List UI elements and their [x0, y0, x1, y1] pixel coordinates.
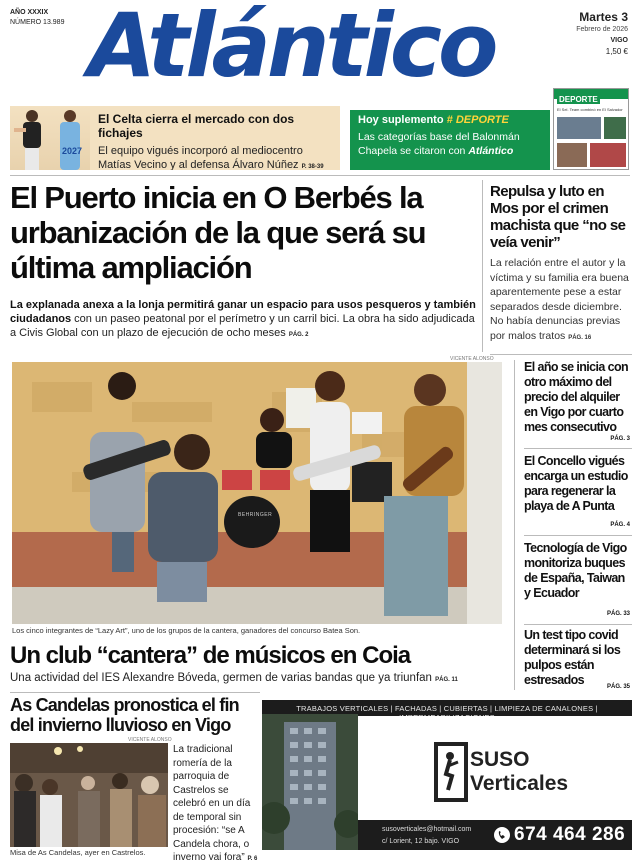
brief-page: PÁG. 33: [606, 611, 630, 617]
thumb-subtitle: El Sel. Team combinó en El Salvador: [557, 107, 623, 112]
deporte-supplement-thumbnail[interactable]: [553, 88, 629, 170]
main-deck: [10, 298, 480, 342]
candelas-photo-credit: VICENTE ALONSO: [128, 737, 172, 743]
ad-email[interactable]: susoverticales@hotmail.com: [382, 826, 472, 833]
main-headline[interactable]: El Puerto inicia en O Berbés la urbanización de la que será su última ampliación: [10, 180, 426, 285]
divider: [524, 624, 632, 625]
club-headline[interactable]: Un club “cantera” de músicos en Coia: [10, 642, 411, 669]
deporte-lead: Hoy suplemento: [358, 114, 444, 126]
celta-page: P. 38-39: [301, 164, 324, 170]
club-page: PÁG. 11: [435, 677, 458, 683]
celta-text: [98, 112, 338, 170]
photo-caption: Los cinco integrantes de “Lazy Art”, uno de los grupos de la cantera, ganadores del concurso Batea Son.: [12, 626, 361, 635]
promo-deporte[interactable]: [350, 110, 550, 170]
thumb-photo-2: [604, 117, 626, 139]
candelas-caption: Misa de As Candelas, ayer en Castrelos.: [10, 848, 146, 857]
brief-headline[interactable]: El año se inicia con otro máximo del precio del alquiler en Vigo por cuarto mes consecutivo: [524, 360, 629, 434]
brief-page: PÁG. 35: [606, 684, 630, 690]
brief-headline[interactable]: Un test tipo covid determinará si los pulpos están estresados: [524, 628, 621, 687]
divider: [10, 175, 630, 176]
edition-date-block: [576, 10, 628, 57]
edition-number: NÚMERO 13.989: [10, 19, 65, 26]
side-headline[interactable]: Repulsa y luto en Mos por el crimen machista que “no se veía venir”: [490, 183, 626, 251]
celta-body-text: El equipo vigués incorporó al mediocentro Matías Vecino y al defensa Álvaro Núñez: [98, 145, 303, 170]
thumb-photo-1: [557, 117, 601, 139]
thumb-title: DEPORTE: [559, 95, 598, 104]
thumb-photo-3: [557, 143, 587, 167]
band-photo[interactable]: [12, 362, 502, 624]
ad-address: c/ Lorient, 12 bajo. VIGO: [382, 838, 460, 845]
side-page: PÁG. 16: [568, 334, 592, 341]
promo-celta[interactable]: [10, 106, 340, 170]
celta-players-photo: [10, 106, 90, 170]
edition-city: VIGO: [610, 37, 628, 44]
candelas-page: P. 6: [247, 856, 258, 861]
divider: [524, 448, 632, 449]
ad-brand-verticales: Verticales: [470, 772, 569, 795]
candelas-body-text: La tradicional romería de la parroquia de Castrelos se celebró en un día de temporal sin procesión: “se A Candela chora, o inverno vai fora”: [173, 744, 251, 861]
ad-brand-suso: SUSO: [470, 748, 530, 771]
club-deck-text: Una actividad del IES Alexandre Bóveda, germen de varias bandas que ya triunfan: [10, 672, 432, 684]
edition-day: Martes 3: [579, 10, 628, 24]
candelas-body: [173, 743, 261, 861]
side-body: [490, 256, 630, 345]
jersey-number: 2027: [62, 146, 83, 156]
drum-brand: BEHRINGER: [238, 512, 273, 518]
brief-headline[interactable]: Tecnología de Vigo monitoriza buques de España, Taiwan y Ecuador: [524, 541, 627, 600]
celta-body: [98, 144, 338, 170]
ad-building-image: [262, 714, 358, 850]
divider: [524, 535, 632, 536]
edition-year: AÑO XXXIX: [10, 9, 49, 16]
deporte-hash-icon: #: [446, 114, 453, 126]
main-deck-bold: La explanada anexa a la lonja permitirá ganar un espacio para usos pesqueros y también ciudadanos: [10, 299, 476, 325]
photo-credit: VICENTE ALONSO: [450, 356, 494, 362]
brief-headline[interactable]: El Concello vigués encarga un estudio para regenerar la playa de A Punta: [524, 454, 628, 513]
edition-info: [10, 8, 64, 28]
main-page: PÁG. 2: [288, 332, 309, 338]
candelas-photo[interactable]: [10, 743, 168, 847]
deporte-brand-inline: Atlántico: [468, 145, 514, 157]
divider: [10, 692, 260, 693]
divider: [514, 360, 515, 690]
deporte-brand: DEPORTE: [455, 114, 509, 126]
candelas-headline[interactable]: As Candelas pronostica el fin del invierno lluvioso en Vigo: [10, 695, 239, 735]
club-deck: [10, 672, 510, 684]
ad-services: TRABAJOS VERTICALES | FACHADAS | CUBIERTAS | LIMPIEZA DE CANALONES |: [296, 704, 598, 713]
edition-price: 1,50 €: [605, 47, 628, 56]
newspaper-logo[interactable]: Atlántico: [88, 0, 495, 97]
edition-date: Febrero de 2026: [576, 26, 628, 33]
divider: [482, 180, 483, 352]
deporte-body-text: Las categorías base del Balonmán Chapela se citaron con: [358, 131, 520, 157]
phone-icon: [494, 827, 510, 843]
side-body-text: La relación entre el autor y la víctima y su familia era buena aparentemente pese a estar separados desde diciembre. No había denuncias previas por malos tratos: [490, 257, 629, 342]
brief-page: PÁG. 4: [610, 522, 630, 528]
ad-phone[interactable]: 674 464 286: [514, 824, 626, 845]
brief-page: PÁG. 3: [610, 436, 630, 442]
main-deck-text: con un paseo peatonal por el perímetro y un carril bici. La obra ha sido adjudicada a Civis Global con un plazo de ejecución de ocho meses: [10, 313, 475, 339]
thumb-photo-4: [590, 143, 626, 167]
deporte-body: [358, 130, 542, 158]
celta-title[interactable]: El Celta cierra el mercado con dos fichajes: [98, 112, 295, 140]
divider: [490, 354, 632, 355]
deporte-title: [358, 114, 542, 126]
suso-verticales-ad[interactable]: [262, 700, 632, 850]
climber-logo-icon: [434, 742, 468, 802]
